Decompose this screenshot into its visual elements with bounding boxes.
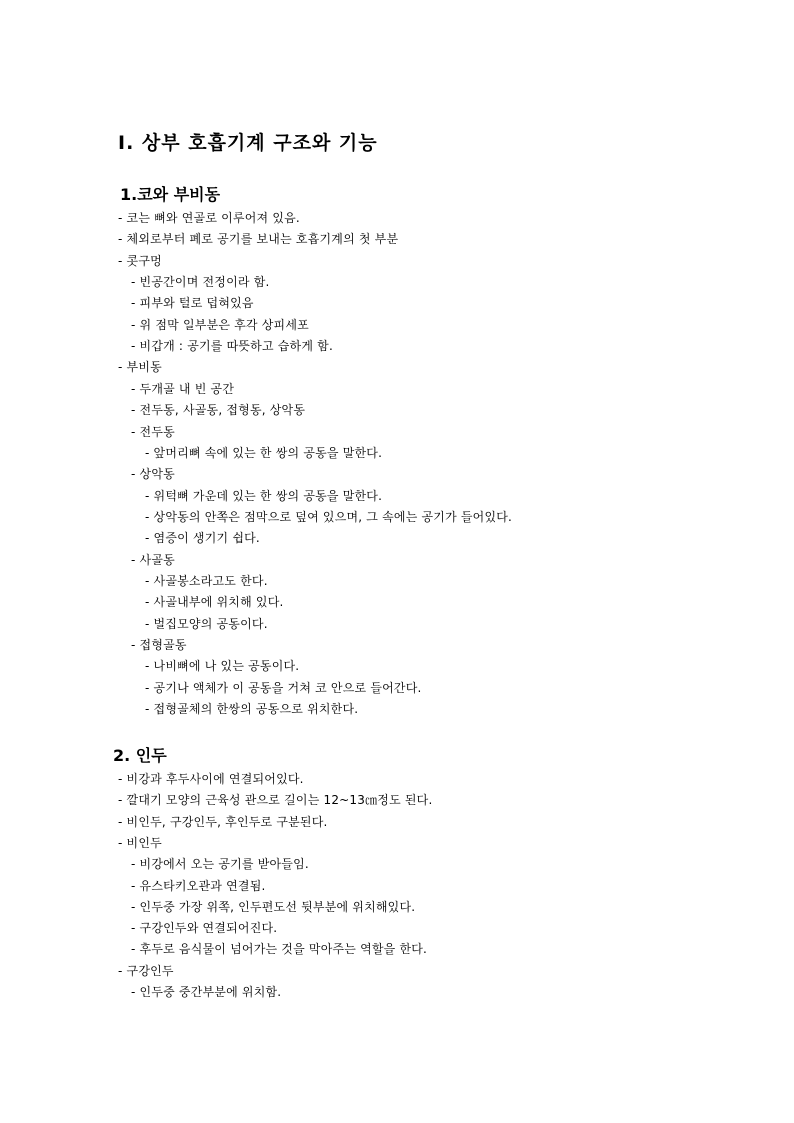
list-item: - 위 점막 일부분은 후각 상피세포 [131,317,309,332]
list-item: - 사골내부에 위치해 있다. [145,595,284,610]
list-item: - 빈공간이며 전정이라 함. [131,275,270,290]
list-item: - 후두로 음식물이 넘어가는 것을 막아주는 역할을 한다. [131,942,428,957]
list-item: - 공기나 액체가 이 공동을 거쳐 코 안으로 들어간다. [145,680,422,695]
list-item: - 유스타키오관과 연결됨. [131,878,266,893]
list-item: - 나비뼈에 나 있는 공동이다. [145,659,300,674]
list-item: - 인두중 가장 위쪽, 인두편도선 뒷부분에 위치해있다. [131,899,416,914]
list-item: - 두개골 내 빈 공간 [131,381,235,396]
list-item: - 위턱뼈 가운데 있는 한 쌍의 공동을 말한다. [145,488,383,503]
list-item: - 비강에서 오는 공기를 받아들임. [131,857,309,872]
list-item: - 앞머리뼈 속에 있는 한 쌍의 공동을 말한다. [145,445,383,460]
list-item: - 접형골동 [131,638,187,652]
list-item: - 체외로부터 폐로 공기를 보내는 호흡기계의 첫 부분 [118,232,399,247]
section-heading-pharynx: 2. 인두 [113,746,167,765]
list-item: - 피부와 털로 덥혀있음 [131,296,254,311]
list-item: - 사골봉소라고도 한다. [145,573,268,588]
list-item: - 염증이 생기기 쉽다. [145,531,260,546]
list-item: - 비인두, 구강인두, 후인두로 구분된다. [118,814,328,829]
list-item: - 구강인두와 연결되어진다. [131,921,278,936]
list-item: - 상악동 [131,467,175,482]
list-item: - 콧구멍 [118,253,162,268]
list-item: - 부비동 [118,360,162,375]
list-item: - 구강인두 [118,963,174,978]
list-item: - 인두중 중간부분에 위치함. [131,985,282,999]
list-item: - 상악동의 안쪽은 점막으로 덮여 있으며, 그 속에는 공기가 들어있다. [145,509,513,524]
list-item: - 비강과 후두사이에 연결되어있다. [118,772,304,786]
list-item: - 코는 뼈와 연골로 이루어져 있음. [118,211,300,225]
list-item: - 접형골체의 한쌍의 공동으로 위치한다. [145,702,359,717]
list-item: - 전두동, 사골동, 접형동, 상악동 [131,403,306,418]
list-item: - 비갑개 : 공기를 따뜻하고 습하게 함. [131,339,333,354]
list-item: - 벌집모양의 공동이다. [145,616,268,631]
list-item: - 사골동 [131,552,175,567]
section-heading-nose: 1.코와 부비동 [120,185,221,204]
page-title: Ⅰ. 상부 호흡기계 구조와 기능 [118,132,378,154]
list-item: - 깔대기 모양의 근육성 관으로 길이는 12~13㎝정도 된다. [118,793,433,808]
list-item: - 전두동 [131,424,175,439]
list-item: - 비인두 [118,835,162,850]
